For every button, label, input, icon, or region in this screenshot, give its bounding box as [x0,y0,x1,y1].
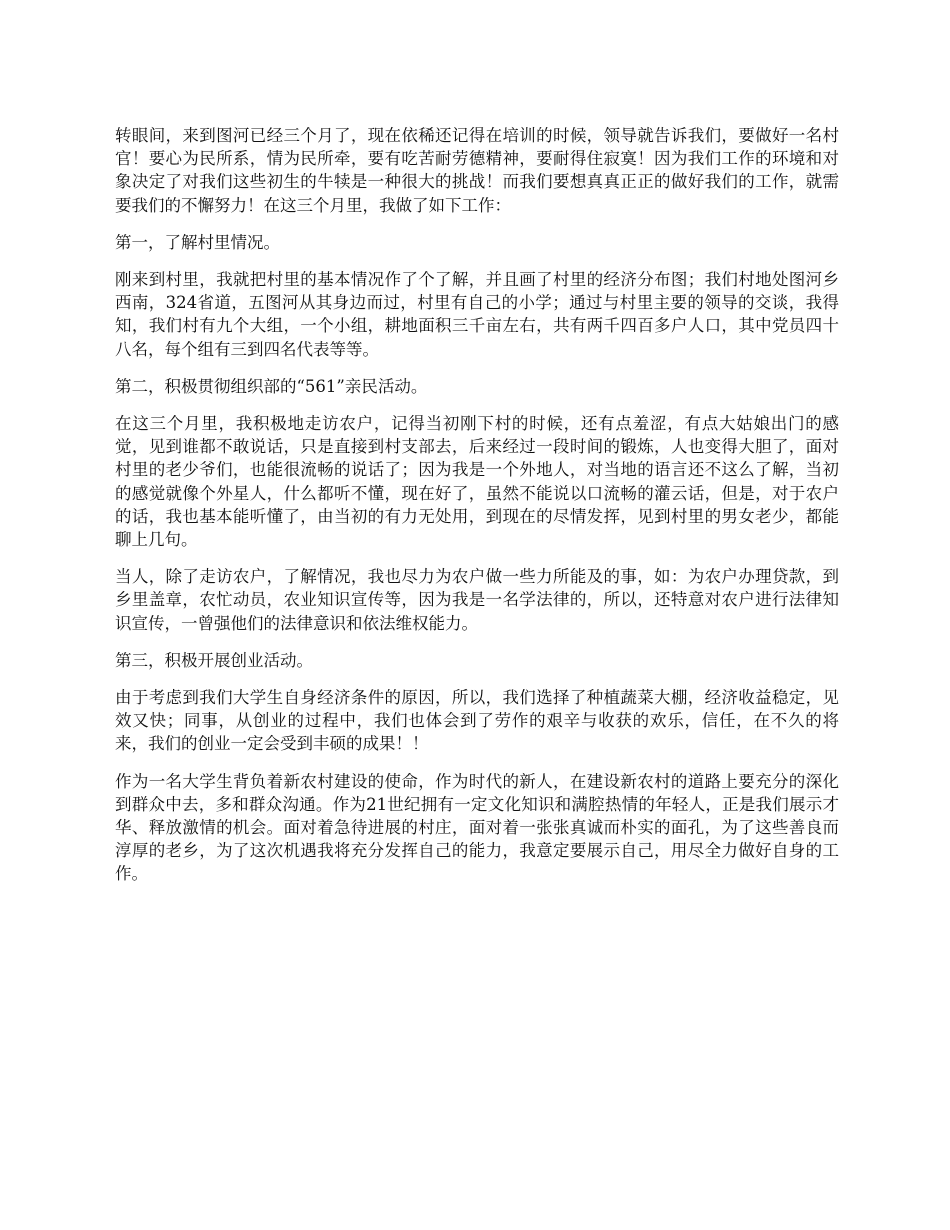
services-paragraph: 当人，除了走访农户，了解情况，我也尽力为农户做一些力所能及的事，如：为农户办理贷款，到乡里盖章，农忙动员，农业知识宣传等，因为我是一名学法律的，所以，还特意对农户进行法律知识宣传，一曾强他们的法律意识和依法维权能力。 [115,567,839,633]
section-heading-2: 第二，积极贯彻组织部的“561”亲民活动。 [115,376,428,396]
section-heading-1: 第一，了解村里情况。 [115,232,280,252]
intro-paragraph: 转眼间，来到图河已经三个月了，现在依稀还记得在培训的时候，领导就告诉我们，要做好一名村官！要心为民所系，情为民所牵，要有吃苦耐劳德精神，要耐得住寂寞！因为我们工作的环境和对象决定了对我们这些初生的牛犊是一种很大的挑战！而我们要想真真正正的做好我们的工作，就需要我们的不懈努力！在这三个月里，我做了如下工作： [115,126,839,215]
conclusion-paragraph: 作为一名大学生背负着新农村建设的使命，作为时代的新人，在建设新农村的道路上要充分的深化到群众中去，多和群众沟通。作为21世纪拥有一定文化知识和满腔热情的年轻人，正是我们展示才华、释放激情的机会。面对着急待进展的村庄，面对着一张张真诚而朴实的面孔，为了这些善良而淳厚的老乡，为了这次机遇我将充分发挥自己的能力，我意定要展示自己，用尽全力做好自身的工作。 [115,771,839,884]
village-info-paragraph: 刚来到村里，我就把村里的基本情况作了个了解，并且画了村里的经济分布图；我们村地处图河乡西南，324省道，五图河从其身边而过，村里有自己的小学；通过与村里主要的领导的交谈，我得知，我们村有九个大组，一个小组，耕地面积三千亩左右，共有两千四百多户人口，其中党员四十八名，每个组有三到四名代表等等。 [115,270,839,359]
section-heading-3: 第三，积极开展创业活动。 [115,650,313,670]
entrepreneurship-paragraph: 由于考虑到我们大学生自身经济条件的原因，所以，我们选择了种植蔬菜大棚，经济收益稳定，见效又快；同事，从创业的过程中，我们也体会到了劳作的艰辛与收获的欢乐，信任，在不久的将来，我们的创业一定会受到丰硕的成果！！ [115,688,839,754]
visiting-farmers-paragraph: 在这三个月里，我积极地走访农户，记得当初刚下村的时候，还有点羞涩，有点大姑娘出门的感觉，见到谁都不敢说话，只是直接到村支部去，后来经过一段时间的锻炼，人也变得大胆了，面对村里的老少爷们，也能很流畅的说话了；因为我是一个外地人，对当地的语言还不这么了解，当初的感觉就像个外星人，什么都听不懂，现在好了，虽然不能说以口流畅的灌云话，但是，对于农户的话，我也基本能听懂了，由当初的有力无处用，到现在的尽情发挥，见到村里的男女老少，都能聊上几句。 [115,414,839,550]
document-body [115,124,839,900]
